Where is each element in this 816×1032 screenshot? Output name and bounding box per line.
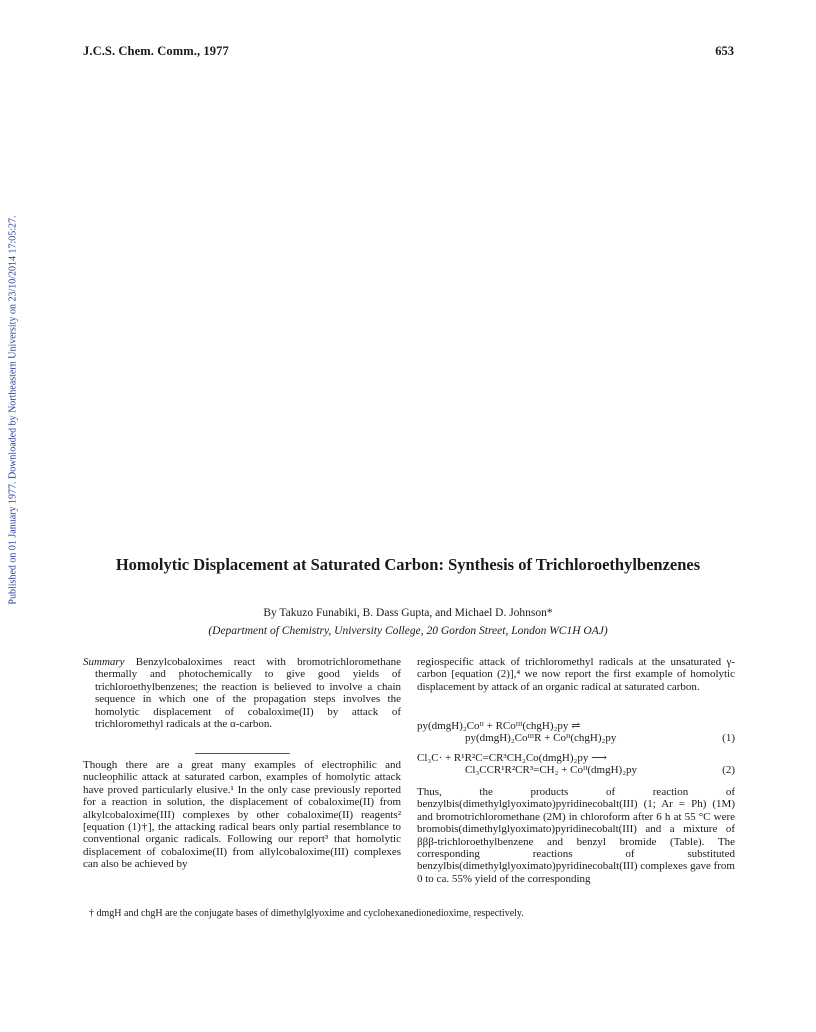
equation-2-number: (2) bbox=[722, 764, 735, 777]
section-divider bbox=[195, 753, 290, 754]
download-watermark-text: Published on 01 January 1977. Downloaded by Northeastern University on 23/10/2014 17:05:27. bbox=[7, 215, 19, 605]
summary-block bbox=[83, 656, 401, 730]
body-right-intro bbox=[417, 656, 735, 693]
article-authors: By Takuzo Funabiki, B. Dass Gupta, and Michael D. Johnson* bbox=[263, 607, 553, 619]
download-watermark bbox=[6, 205, 20, 615]
equation-1-line-2 bbox=[417, 732, 735, 744]
body-right-intro-paragraph: regiospecific attack of trichloromethyl radicals at the unsaturated γ-carbon [equation (2)],⁴ we now report the first example of homolytic displacement by attack of an organic radical at saturated carbon. bbox=[417, 656, 735, 693]
footnote: † dmgH and chgH are the conjugate bases of dimethylglyoxime and cyclohexanedionedioxime, respectively. bbox=[89, 908, 524, 919]
equation-2-line-2 bbox=[417, 764, 735, 776]
equation-1-number: (1) bbox=[722, 732, 735, 745]
equation-2-line-1 bbox=[417, 752, 735, 764]
equation-1-line-1 bbox=[417, 720, 735, 732]
summary-text: Benzylcobaloximes react with bromotrichloromethane thermally and photochemically to give good yields of trichloroethylbenzenes; the reaction is believed to involve a chain sequence in which one of the propagation steps involves the homolytic displacement of cobaloxime(II) by attack of trichloromethyl radicals at the α-carbon. bbox=[95, 656, 401, 731]
equation-1 bbox=[417, 720, 735, 745]
equation-1-text-1: py(dmgH)₂Coᴵᴵ + RCoᴵᴵᴵ(chgH)₂py ⇌ bbox=[417, 720, 581, 732]
body-right-paragraph: Thus, the products of reaction of benzylbis(dimethylglyoximato)pyridinecobalt(III) (1; Ar = Ph) (1M) and bromotrichloromethane (2M) in chloroform after 6 h at 55 °C were bromobis(dimethylglyoximato)pyridinecobalt(III) and a mixture of βββ-trichloroethylbenzene and benzyl bromide (Table). The corresponding reactions of substituted benzylbis(dimethylglyoximato)pyridinecobalt(III) complexes gave from 0 to ca. 55% yield of the corresponding bbox=[417, 786, 735, 885]
journal-header: J.C.S. Chem. Comm., 1977 bbox=[83, 44, 229, 58]
body-right-column bbox=[417, 786, 735, 885]
equation-2 bbox=[417, 752, 735, 777]
article-affiliation: (Department of Chemistry, University College, 20 Gordon Street, London WC1H OAJ) bbox=[208, 625, 608, 637]
equation-2-text-2: Cl₃CCR¹R²CR³=CH₂ + Coᴵᴵ(dmgH)₂py bbox=[465, 764, 638, 777]
summary-label: Summary bbox=[83, 656, 125, 668]
equation-2-text-1: Cl₃C· + R¹R²C=CR³CH₂Co(dmgH)₂py ⟶ bbox=[417, 752, 607, 764]
article-title: Homolytic Displacement at Saturated Carbon: Synthesis of Trichloroethylbenzenes bbox=[115, 555, 701, 574]
summary-paragraph bbox=[83, 656, 401, 730]
body-left-column bbox=[83, 759, 401, 871]
page-number: 653 bbox=[715, 44, 734, 58]
body-left-paragraph: Though there are a great many examples of electrophilic and nucleophilic attack at saturated carbon, examples of homolytic attack have proved particularly elusive.¹ In the only case previously reported for a reaction in solution, the displacement of cobaloxime(II) from alkylcobaloxime(III) complexes by other cobaloxime(II) reagents² [equation (1)†], the attacking radical bears only partial resemblance to conventional organic radicals. Following our report³ that homolytic displacement of cobaloxime(II) from allylcobaloxime(III) complexes can also be achieved by bbox=[83, 759, 401, 871]
equation-1-text-2: py(dmgH)₂CoᴵᴵᴵR + Coᴵᴵ(chgH)₂py bbox=[465, 732, 617, 745]
